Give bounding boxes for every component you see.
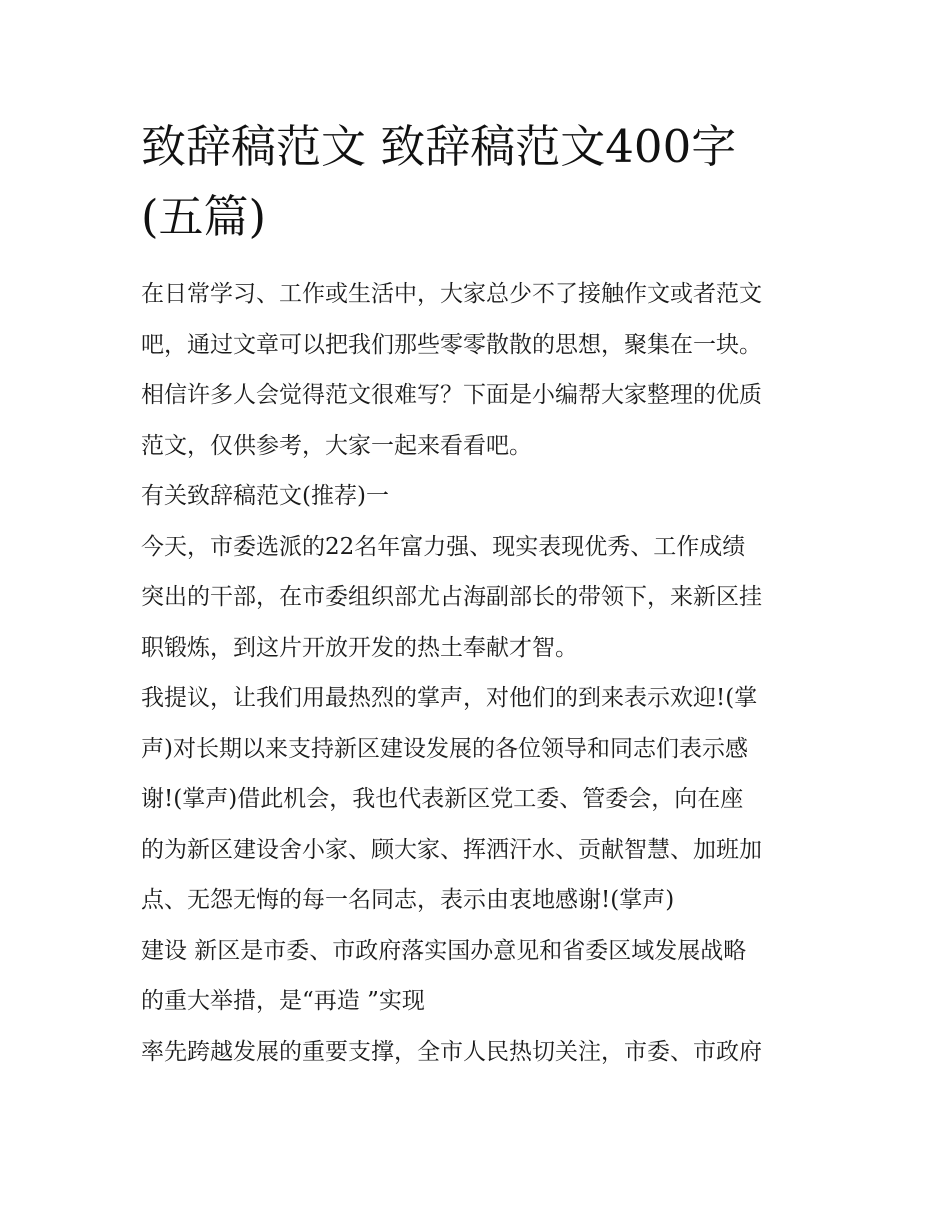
document-title bbox=[141, 112, 816, 252]
body-line: 在日常学习、工作或生活中，大家总少不了接触作文或者范文 bbox=[141, 281, 762, 307]
body-line: 点、无怨无悔的每一名同志，表示由衷地感谢!(掌声) bbox=[141, 887, 675, 913]
body-line: 的重大举措，是“再造 ”实现 bbox=[141, 988, 425, 1014]
body-line: 建设 新区是市委、市政府落实国办意见和省委区域发展战略 bbox=[141, 937, 747, 964]
title-line-1: 致辞稿范文 致辞稿范文400字 bbox=[141, 120, 737, 173]
body-line: 范文，仅供参考，大家一起来看看吧。 bbox=[141, 432, 532, 459]
body-line: 相信许多人会觉得范文很难写？下面是小编帮大家整理的优质 bbox=[141, 382, 762, 408]
body-line: 谢!(掌声)借此机会，我也代表新区党工委、管委会，向在座 bbox=[141, 786, 744, 812]
body-line: 职锻炼，到这片开放开发的热土奉献才智。 bbox=[141, 634, 578, 661]
body-line: 吧，通过文章可以把我们那些零零散散的思想，聚集在一块。 bbox=[141, 331, 762, 358]
body-line: 我提议，让我们用最热烈的掌声，对他们的到来表示欢迎!(掌 bbox=[141, 685, 758, 711]
document-content bbox=[141, 112, 816, 1077]
section-heading: 有关致辞稿范文(推荐)一 bbox=[141, 483, 389, 509]
body-line: 率先跨越发展的重要支撑，全市人民热切关注，市委、市政府 bbox=[141, 1038, 762, 1065]
body-line: 的为新区建设舍小家、顾大家、挥洒汗水、贡献智慧、加班加 bbox=[141, 836, 762, 863]
body-line: 今天，市委选派的22名年富力强、现实表现优秀、工作成绩 bbox=[141, 533, 746, 560]
document-body bbox=[141, 269, 816, 1077]
body-line: 声)对长期以来支持新区建设发展的各位领导和同志们表示感 bbox=[141, 735, 748, 762]
title-line-2: (五篇) bbox=[141, 190, 267, 243]
body-line: 突出的干部，在市委组织部尤占海副部长的带领下，来新区挂 bbox=[141, 584, 762, 610]
